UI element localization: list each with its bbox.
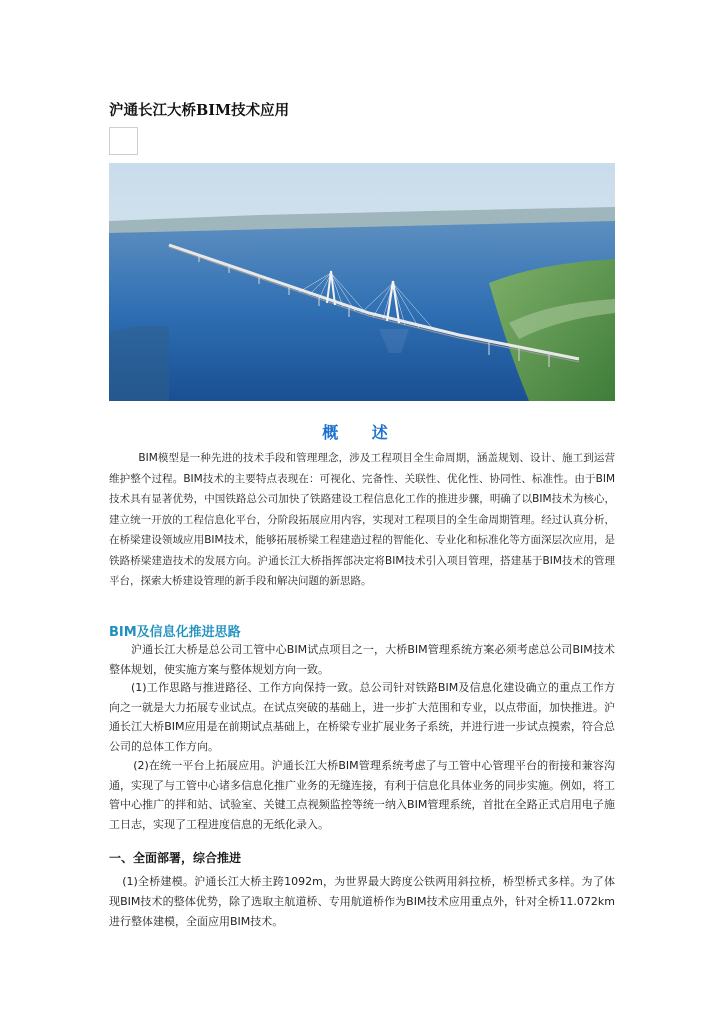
bim-section-heading: BIM及信息化推进思路 <box>109 625 241 640</box>
overview-paragraph: BIM模型是一种先进的技术手段和管理理念，涉及工程项目全生命周期，涵盖规划、设计、施工到运营维护整个过程。BIM技术的主要特点表现在：可视化、完备性、关联性、优化性、协同性、标准性。由于BIM技术具有显著优势，中国铁路总公司加快了铁路建设工程信息化工作的推进步骤，明确了以BIM技术为核心，建立统一开放的工程信息化平台，分阶段拓展应用内容，实现对工程项目的全生命周期管理。经过认真分析，在桥梁建设领域应用BIM技术，能够拓展桥梁工程建造过程的智能化、专业化和标准化等方面深层次应用，是铁路桥梁建造技术的发展方向。沪通长江大桥指挥部决定将BIM技术引入项目管理，搭建基于BIM技术的管理平台，探索大桥建设管理的新手段和解决问题的新思路。 <box>109 452 615 587</box>
page-title: 沪通长江大桥BIM技术应用 <box>109 102 290 119</box>
bridge-photo <box>109 163 615 401</box>
bim-paragraph-3: (2)在统一平台上拓展应用。沪通长江大桥BIM管理系统考虑了与工管中心管理平台的衔接和兼容沟通，实现了与工管中心诸多信息化推广业务的无缝连接，有利于信息化具体业务的同步实施。例如，将工管中心推广的拌和站、试验室、关键工点视频监控等统一纳入BIM管理系统，首批在全路正式启用电子施工日志，实现了工程进度信息的无纸化录入。 <box>109 759 615 831</box>
section-one-heading: 一、全面部署，综合推进 <box>109 851 242 865</box>
image-placeholder <box>109 127 138 155</box>
overview-heading: 概 述 <box>322 423 402 442</box>
bim-paragraph-1: 沪通长江大桥是总公司工管中心BIM试点项目之一，大桥BIM管理系统方案必须考虑总公司BIM技术整体规划，使实施方案与整体规划方向一致。 <box>109 643 615 676</box>
bim-paragraph-2: (1)工作思路与推进路径、工作方向保持一致。总公司针对铁路BIM及信息化建设确立的重点工作方向之一就是大力拓展专业试点。在试点突破的基础上，进一步扩大范围和专业，以点带面，加快推进。沪通长江大桥BIM应用是在前期试点基础上，在桥梁专业扩展业务子系统，并进行进一步试点摸索，符合总公司的总体工作方向。 <box>109 681 615 753</box>
section-one-paragraph-1: (1)全桥建模。沪通长江大桥主跨1092m，为世界最大跨度公铁两用斜拉桥，桥型桥式多样。为了体现BIM技术的整体优势，除了选取主航道桥、专用航道桥作为BIM技术应用重点外，针对全桥11.072km进行整体建模，全面应用BIM技术。 <box>109 875 615 928</box>
